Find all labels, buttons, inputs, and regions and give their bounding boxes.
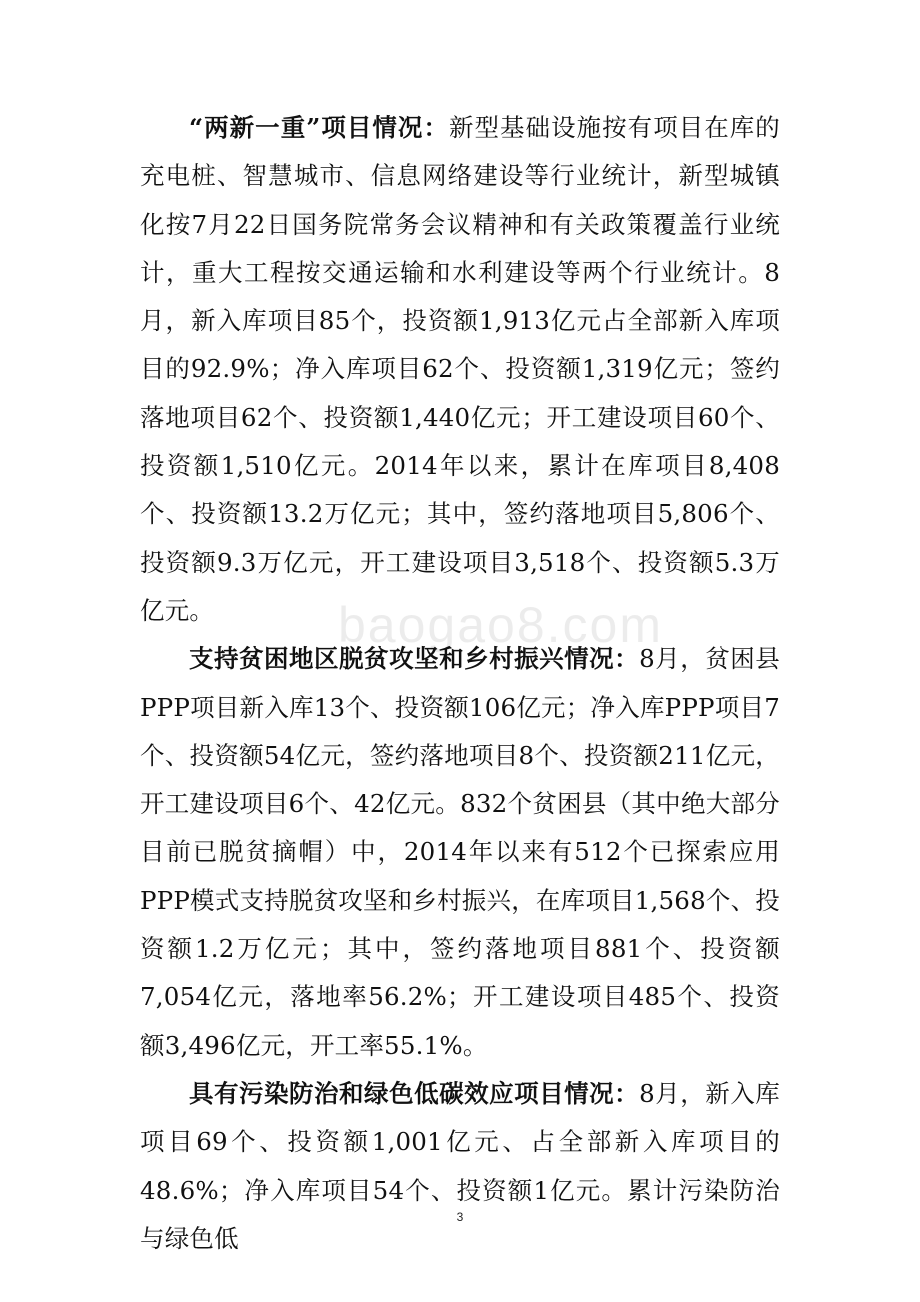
paragraph-two-new-one-major (140, 104, 780, 635)
document-body (140, 104, 780, 1263)
paragraph-heading: 具有污染防治和绿色低碳效应项目情况： (189, 1078, 640, 1108)
paragraph-text: 8月，新入库项目69个、投资额1,001亿元、占全部新入库项目的48.6%；净入库项目54个、投资额1亿元。累计污染防治与绿色低 (140, 1078, 780, 1253)
paragraph-text: 新型基础设施按有项目在库的充电桩、智慧城市、信息网络建设等行业统计，新型城镇化按7月22日国务院常务会议精神和有关政策覆盖行业统计，重大工程按交通运输和水利建设等两个行业统计。8月，新入库项目85个，投资额1,913亿元占全部新入库项目的92.9%；净入库项目62个、投资额1,319亿元；签约落地项目62个、投资额1,440亿元；开工建设项目60个、投资额1,510亿元。2014年以来，累计在库项目8,408个、投资额13.2万亿元；其中，签约落地项目5,806个、投资额9.3万亿元，开工建设项目3,518个、投资额5.3万亿元。 (140, 113, 780, 625)
paragraph-text: 8月，贫困县PPP项目新入库13个、投资额106亿元；净入库PPP项目7个、投资额54亿元，签约落地项目8个、投资额211亿元，开工建设项目6个、42亿元。832个贫困县（其中绝大部分目前已脱贫摘帽）中，2014年以来有512个已探索应用PPP模式支持脱贫攻坚和乡村振兴，在库项目1,568个、投资额1.2万亿元；其中，签约落地项目881个、投资额7,054亿元，落地率56.2%；开工建设项目485个、投资额3,496亿元，开工率55.1%。 (140, 644, 780, 1060)
paragraph-poverty-alleviation (140, 635, 780, 1070)
paragraph-heading: “两新一重”项目情况： (189, 113, 449, 142)
page-number: 3 (456, 1210, 464, 1224)
paragraph-heading: 支持贫困地区脱贫攻坚和乡村振兴情况： (189, 644, 640, 674)
watermark: baogao8.com (338, 597, 664, 653)
paragraph-pollution-green (140, 1070, 780, 1263)
